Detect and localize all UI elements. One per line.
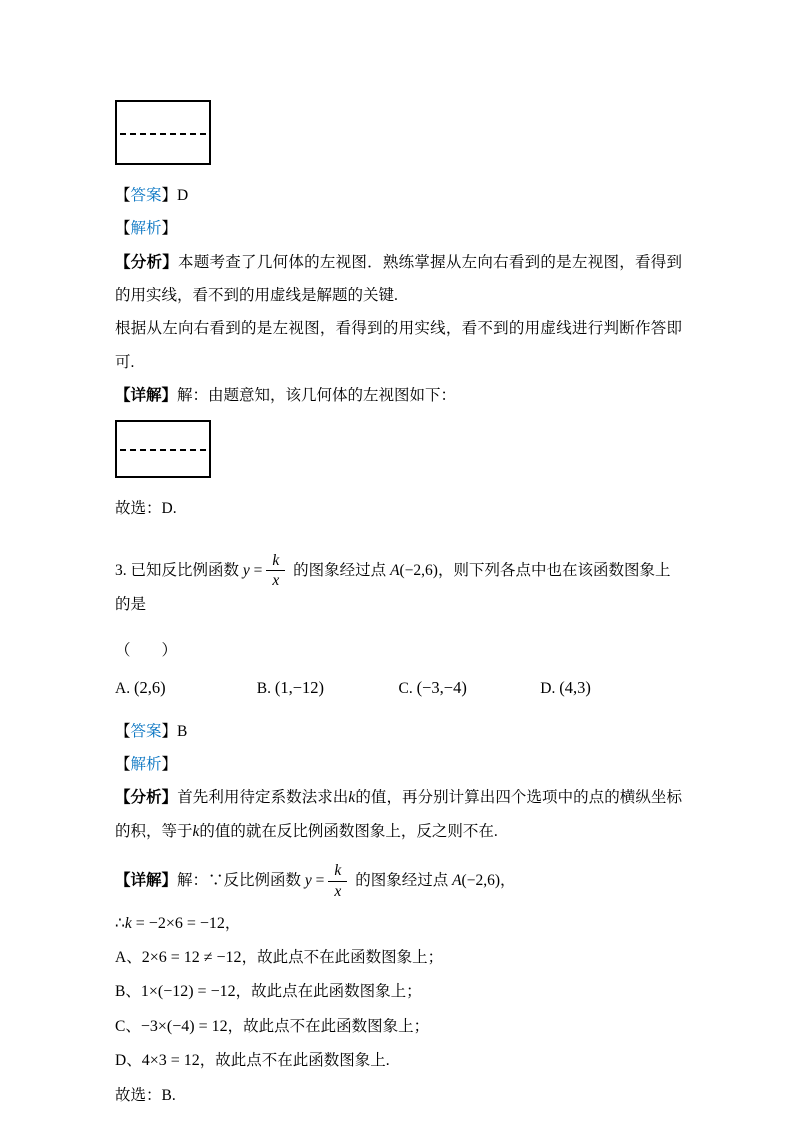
bracket: 【 (115, 187, 131, 204)
q3-stem-pre: 已知反比例函数 (130, 561, 240, 579)
q2-method-paragraph (115, 246, 682, 313)
q2-method-text: 本题考查了几何体的左视图．熟练掌握从左向右看到的是左视图，看得到的用实线，看不到的用虚线是解题的关键. (115, 253, 682, 304)
bracket: 】 (161, 220, 178, 238)
option-c-label: C. (398, 679, 413, 697)
option-b (257, 669, 399, 707)
case-b-text: ，故此点在此函数图象上； (235, 983, 422, 1001)
fraction-denominator: x (334, 882, 342, 900)
q3-stem (115, 546, 682, 626)
q3-method-pre: 首先利用待定系数法求出 (177, 789, 349, 807)
q3-stem-mid: 的图象经过点 (293, 561, 387, 579)
var-y: y (242, 561, 250, 579)
case-d-math: 4×3 = 12 (141, 1052, 200, 1070)
q3-detail-mid: 的图象经过点 (355, 871, 449, 889)
q3-conclusion-text: 故选：B. (115, 1086, 176, 1104)
q3-method-mid: 的值，再分别计算出四个选项中的点的横纵坐标的积，等于 (115, 789, 682, 840)
option-c-value: (−3,−4) (416, 677, 467, 697)
case-c-math: −3×(−4) = 12 (140, 1017, 228, 1035)
bracket: 】 (161, 187, 178, 204)
q3-answer-line (115, 715, 682, 748)
fraction-numerator: k (328, 862, 347, 882)
case-d-label: D、 (115, 1052, 142, 1070)
option-d-label: D. (540, 679, 556, 697)
q3-case-d (115, 1044, 682, 1078)
case-c-text: ，故此点不在此函数图象上； (227, 1017, 430, 1035)
q3-stem-post: ，则下列各点中也在该函数图象上的是 (115, 561, 671, 614)
option-a (115, 669, 257, 707)
q3-case-a (115, 941, 682, 975)
var-A: A (452, 871, 462, 889)
method-label: 【分析】 (115, 789, 178, 807)
q2-method-paragraph-2 (115, 312, 682, 379)
var-y: y (304, 871, 312, 889)
fraction-k-over-x (326, 862, 349, 901)
equals-sign: = (315, 871, 325, 889)
q3-method-paragraph (115, 781, 682, 848)
equals-sign: = (253, 561, 263, 579)
answer-label: 答案 (130, 187, 162, 204)
q3-method-post: 的值的就在反比例函数图象上，反之则不在. (199, 822, 498, 840)
option-d-value: (4,3) (559, 677, 591, 697)
q3-detail-pre: 解：∵反比例函数 (177, 871, 302, 889)
q3-case-b (115, 975, 682, 1009)
q2-analysis-header (115, 212, 682, 245)
q2-conclusion-text: 故选：D. (115, 500, 177, 518)
therefore-symbol: ∴ (115, 914, 125, 932)
q2-detail-text: 解：由题意知，该几何体的左视图如下： (177, 386, 457, 404)
q2-method-text2: 根据从左向右看到的是左视图，看得到的用实线，看不到的用虚线进行判断作答即可. (115, 320, 682, 371)
q3-choice-blank (115, 634, 682, 667)
analysis-label: 解析 (130, 756, 162, 774)
bracket: 】 (161, 756, 178, 774)
q2-option-figure (115, 100, 211, 165)
bracket: 】 (161, 722, 178, 740)
q2-left-view-figure (115, 420, 211, 478)
document-content (115, 100, 682, 1112)
q3-k-equation (115, 907, 682, 941)
fraction-k-over-x (264, 552, 287, 591)
detail-label: 【详解】 (115, 871, 178, 889)
q3-case-c (115, 1010, 682, 1044)
fraction-denominator: x (272, 572, 280, 590)
case-a-label: A、 (115, 949, 142, 967)
case-b-math: 1×(−12) = −12 (140, 983, 236, 1001)
option-d (540, 669, 682, 707)
q2-answer-value: D (177, 187, 189, 204)
option-c (399, 669, 541, 707)
case-a-math: 2×6 = 12 ≠ −12 (141, 949, 242, 967)
bracket: 【 (115, 220, 131, 238)
option-b-label: B. (256, 679, 271, 697)
hidden-edge-dashed-line (120, 449, 206, 451)
fraction-numerator: k (266, 552, 285, 572)
q3-conclusion (115, 1079, 682, 1112)
q3-detail-line (115, 856, 682, 907)
case-b-label: B、 (115, 983, 141, 1001)
var-k: k (124, 914, 132, 932)
var-k: k (348, 789, 356, 807)
case-c-label: C、 (115, 1017, 141, 1035)
comma: ， (224, 914, 241, 932)
method-label: 【分析】 (115, 253, 179, 271)
var-A: A (390, 561, 400, 579)
q3-analysis-header (115, 748, 682, 781)
q3-number: 3. (115, 561, 127, 579)
bracket: 【 (115, 722, 131, 740)
k-equation-value: = −2×6 = −12 (131, 914, 225, 932)
detail-label: 【详解】 (115, 386, 178, 404)
bracket: 【 (115, 756, 131, 774)
option-a-label: A. (115, 679, 131, 697)
q2-detail-paragraph (115, 379, 682, 412)
hidden-edge-dashed-line (120, 133, 206, 135)
choice-blank-parens: （ ） (115, 641, 178, 659)
point-value: (−2,6) (461, 871, 500, 889)
q3-options-row (115, 669, 682, 707)
case-d-text: ，故此点不在此函数图象上. (199, 1052, 390, 1070)
answer-label: 答案 (130, 722, 162, 740)
case-a-text: ，故此点不在此函数图象上； (241, 949, 444, 967)
analysis-label: 解析 (130, 220, 162, 238)
option-a-value: (2,6) (133, 677, 166, 697)
q3-answer-value: B (177, 722, 188, 740)
option-b-value: (1,−12) (274, 677, 325, 697)
q3-detail-post: ， (500, 871, 516, 889)
var-k: k (192, 822, 200, 840)
q2-conclusion (115, 492, 682, 525)
point-value: (−2,6) (399, 561, 438, 579)
q2-answer-line (115, 179, 682, 212)
